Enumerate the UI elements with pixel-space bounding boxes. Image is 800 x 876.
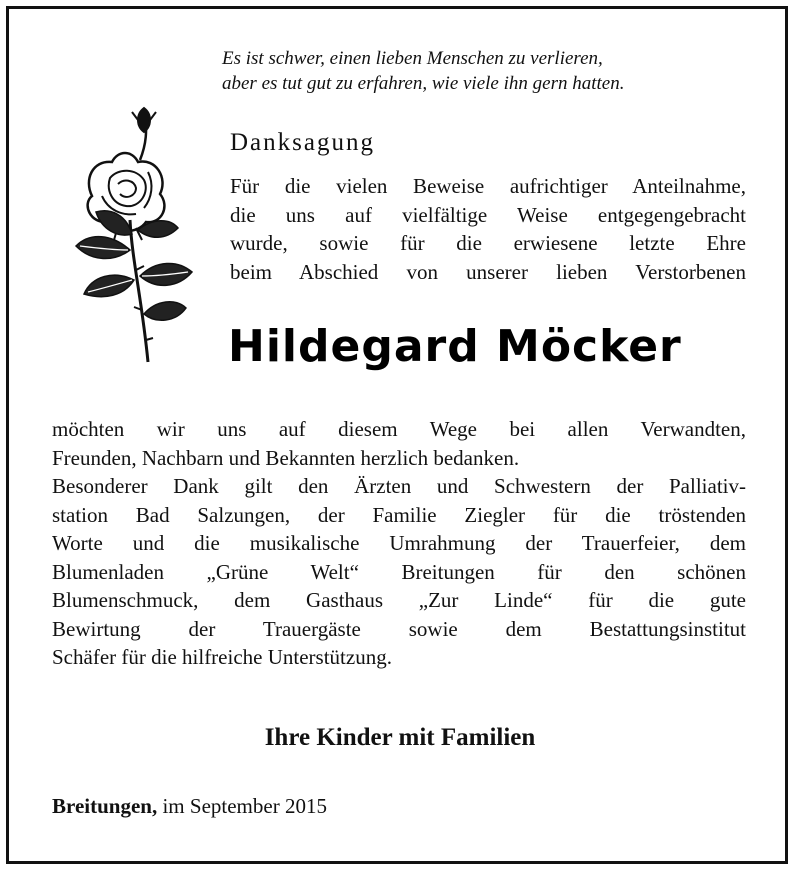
date-text: im September 2015 xyxy=(162,794,327,818)
body-line: station Bad Salzungen, der Familie Ziegler für die tröstenden xyxy=(52,502,746,527)
heading-danksagung: Danksagung xyxy=(230,129,375,156)
intro-paragraph xyxy=(230,172,746,286)
rose-icon xyxy=(52,100,202,370)
deceased-name: Hildegard Möcker xyxy=(228,321,682,372)
epigraph-quote xyxy=(222,46,762,96)
signature: Ihre Kinder mit Familien xyxy=(264,724,536,751)
body-line: Worte und die musikalische Umrahmung der Trauerfeier, dem xyxy=(52,531,746,555)
quote-line: Es ist schwer, einen lieben Menschen zu verlieren, xyxy=(222,48,603,69)
intro-line: die uns auf vielfältige Weise entgegengebracht xyxy=(230,202,746,227)
place-name: Breitungen, xyxy=(52,794,158,818)
body-line: Blumenladen „Grüne Welt“ Breitungen für den schönen xyxy=(52,559,746,584)
body-line: Schäfer für die hilfreiche Unterstützung. xyxy=(52,645,392,669)
place-date xyxy=(52,792,327,820)
intro-line: Für die vielen Beweise aufrichtiger Anteilnahme, xyxy=(230,174,746,198)
intro-line: beim Abschied von unserer lieben Verstorbenen xyxy=(230,259,746,284)
quote-line: aber es tut gut zu erfahren, wie viele ihn gern hatten. xyxy=(222,73,625,94)
body-line: Freunden, Nachbarn und Bekannten herzlich bedanken. xyxy=(52,445,520,470)
body-paragraph xyxy=(52,415,746,672)
intro-line: wurde, sowie für die erwiesene letzte Ehre xyxy=(230,231,746,255)
body-line: möchten wir uns auf diesem Wege bei allen Verwandten, xyxy=(52,417,746,441)
body-line: Bewirtung der Trauergäste sowie dem Bestattungsinstitut xyxy=(52,616,746,641)
body-line: Blumenschmuck, dem Gasthaus „Zur Linde“ für die gute xyxy=(52,588,746,612)
body-line: Besonderer Dank gilt den Ärzten und Schwestern der Palliativ- xyxy=(52,474,746,498)
